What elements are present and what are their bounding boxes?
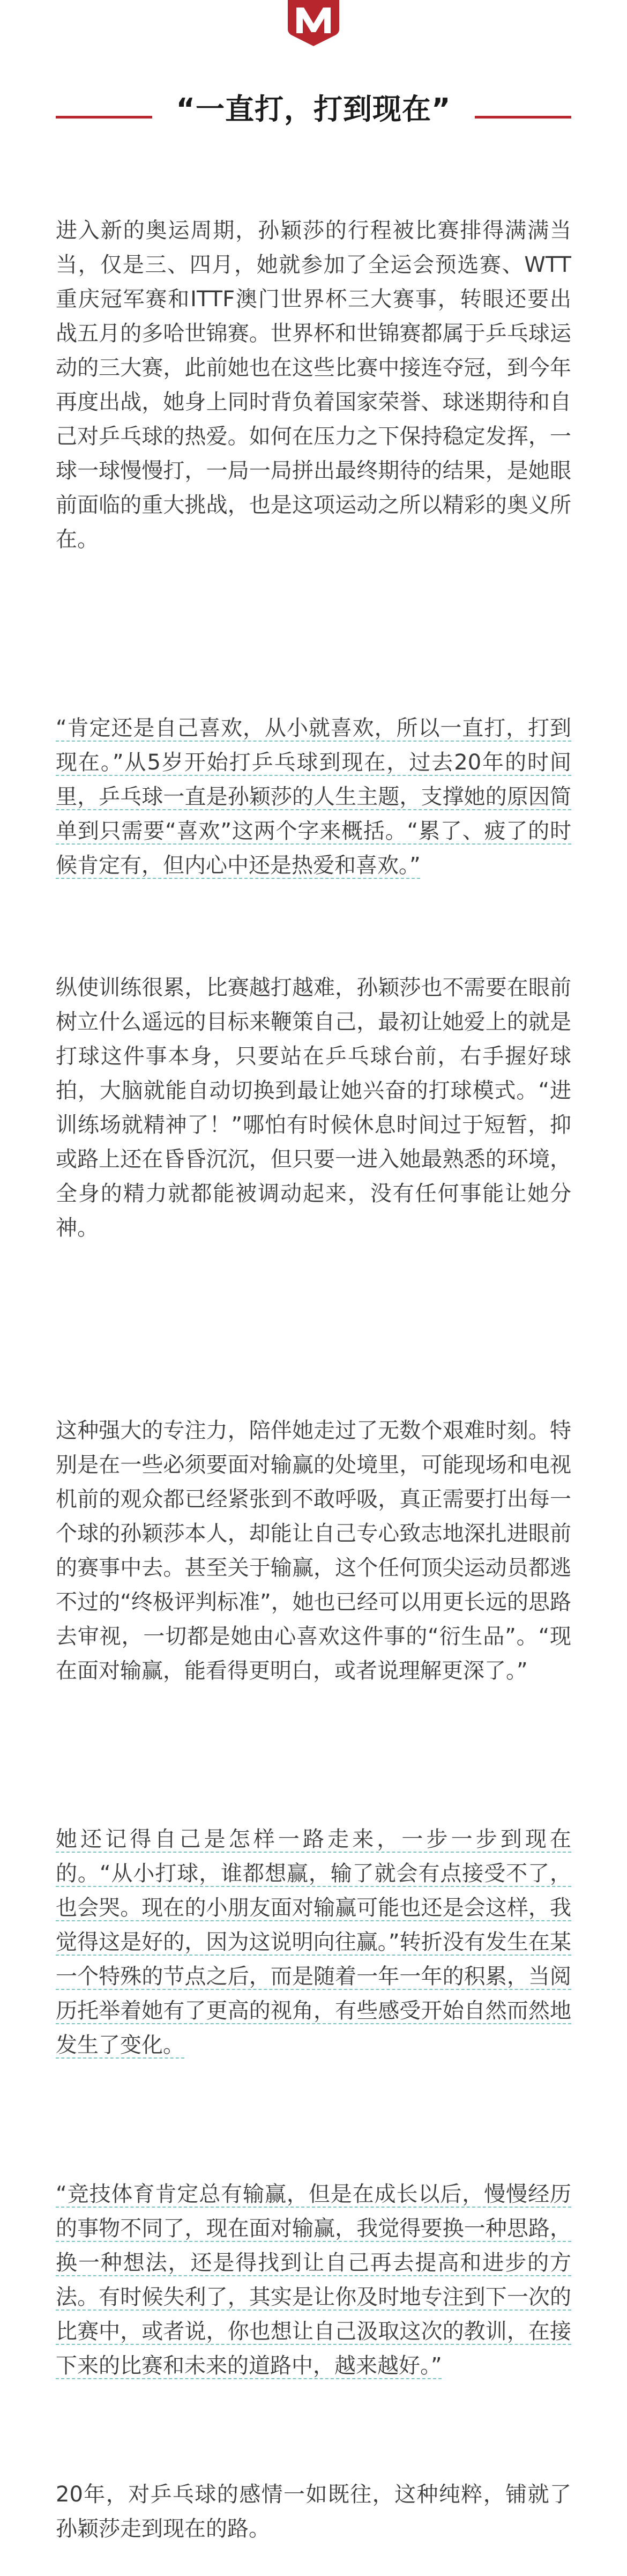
- article-header: [0, 91, 627, 129]
- paragraph-3: 纵使训练很累，比赛越打越难，孙颖莎也不需要在眼前树立什么遥远的目标来鞭策自己，最初让她爱上的就是打球这件事本身，只要站在乒乓球台前，右手握好球拍，大脑就能自动切换到最让她兴奋的打球模式。“进训练场就精神了！”哪怕有时候休息时间过于短暂，抑或路上还在昏昏沉沉，但只要一进入她最熟悉的环境，全身的精力就都能被调动起来，没有任何事能让她分神。: [56, 975, 571, 1240]
- header-rule-left: [56, 116, 152, 119]
- paragraph-5: 她还记得自己是怎样一路走来，一步一步到现在的。“从小打球，谁都想赢，输了就会有点接受不了，也会哭。现在的小朋友面对输赢可能也还是会这样，我觉得这是好的，因为这说明向往赢。”转折没有发生在某一个特殊的节点之后，而是随着一年一年的积累，当阅历托举着她有了更高的视角，有些感受开始自然而然地发生了变化。: [56, 1827, 571, 2057]
- paragraph-6: “竞技体育肯定总有输赢，但是在成长以后，慢慢经历的事物不同了，现在面对输赢，我觉得要换一种思路，换一种想法，还是得找到让自己再去提高和进步的方法。有时候失利了，其实是让你及时地专注到下一次的比赛中，或者说，你也想让自己汲取这次的教训，在接下来的比赛和未来的道路中，越来越好。”: [56, 2182, 571, 2378]
- m-shield-logo-icon: [288, 0, 339, 46]
- paragraph-4: 这种强大的专注力，陪伴她走过了无数个艰难时刻。特别是在一些必须要面对输赢的处境里，可能现场和电视机前的观众都已经紧张到不敢呼吸，真正需要打出每一个球的孙颖莎本人，却能让自己专心致志地深扎进眼前的赛事中去。甚至关于输赢，这个任何顶尖运动员都逃不过的“终极评判标准”，她也已经可以用更长远的思路去审视，一切都是她由心喜欢这件事的“衍生品”。“现在面对输赢，能看得更明白，或者说理解更深了。”: [56, 1418, 571, 1683]
- paragraph-2: “肯定还是自己喜欢，从小就喜欢，所以一直打，打到现在。”从5岁开始打乒乓球到现在，过去20年的时间里，乒乓球一直是孙颖莎的人生主题，支撑她的原因简单到只需要“喜欢”这两个字来概括。“累了、疲了的时候肯定有，但内心中还是热爱和喜欢。”: [56, 716, 571, 878]
- header-rule-right: [475, 116, 571, 119]
- paragraph-7: 20年，对乒乓球的感情一如既往，这种纯粹，铺就了孙颖莎走到现在的路。: [56, 2482, 571, 2541]
- article-title: “一直打，打到现在”: [176, 92, 451, 126]
- paragraph-1: 进入新的奥运周期，孙颖莎的行程被比赛排得满满当当，仅是三、四月，她就参加了全运会预选赛、WTT重庆冠军赛和ITTF澳门世界杯三大赛事，转眼还要出战五月的多哈世锦赛。世界杯和世锦赛都属于乒乓球运动的三大赛，此前她也在这些比赛中接连夺冠，到今年再度出战，她身上同时背负着国家荣誉、球迷期待和自己对乒乓球的热爱。如何在压力之下保持稳定发挥，一球一球慢慢打，一局一局拼出最终期待的结果，是她眼前面临的重大挑战，也是这项运动之所以精彩的奥义所在。: [56, 218, 571, 552]
